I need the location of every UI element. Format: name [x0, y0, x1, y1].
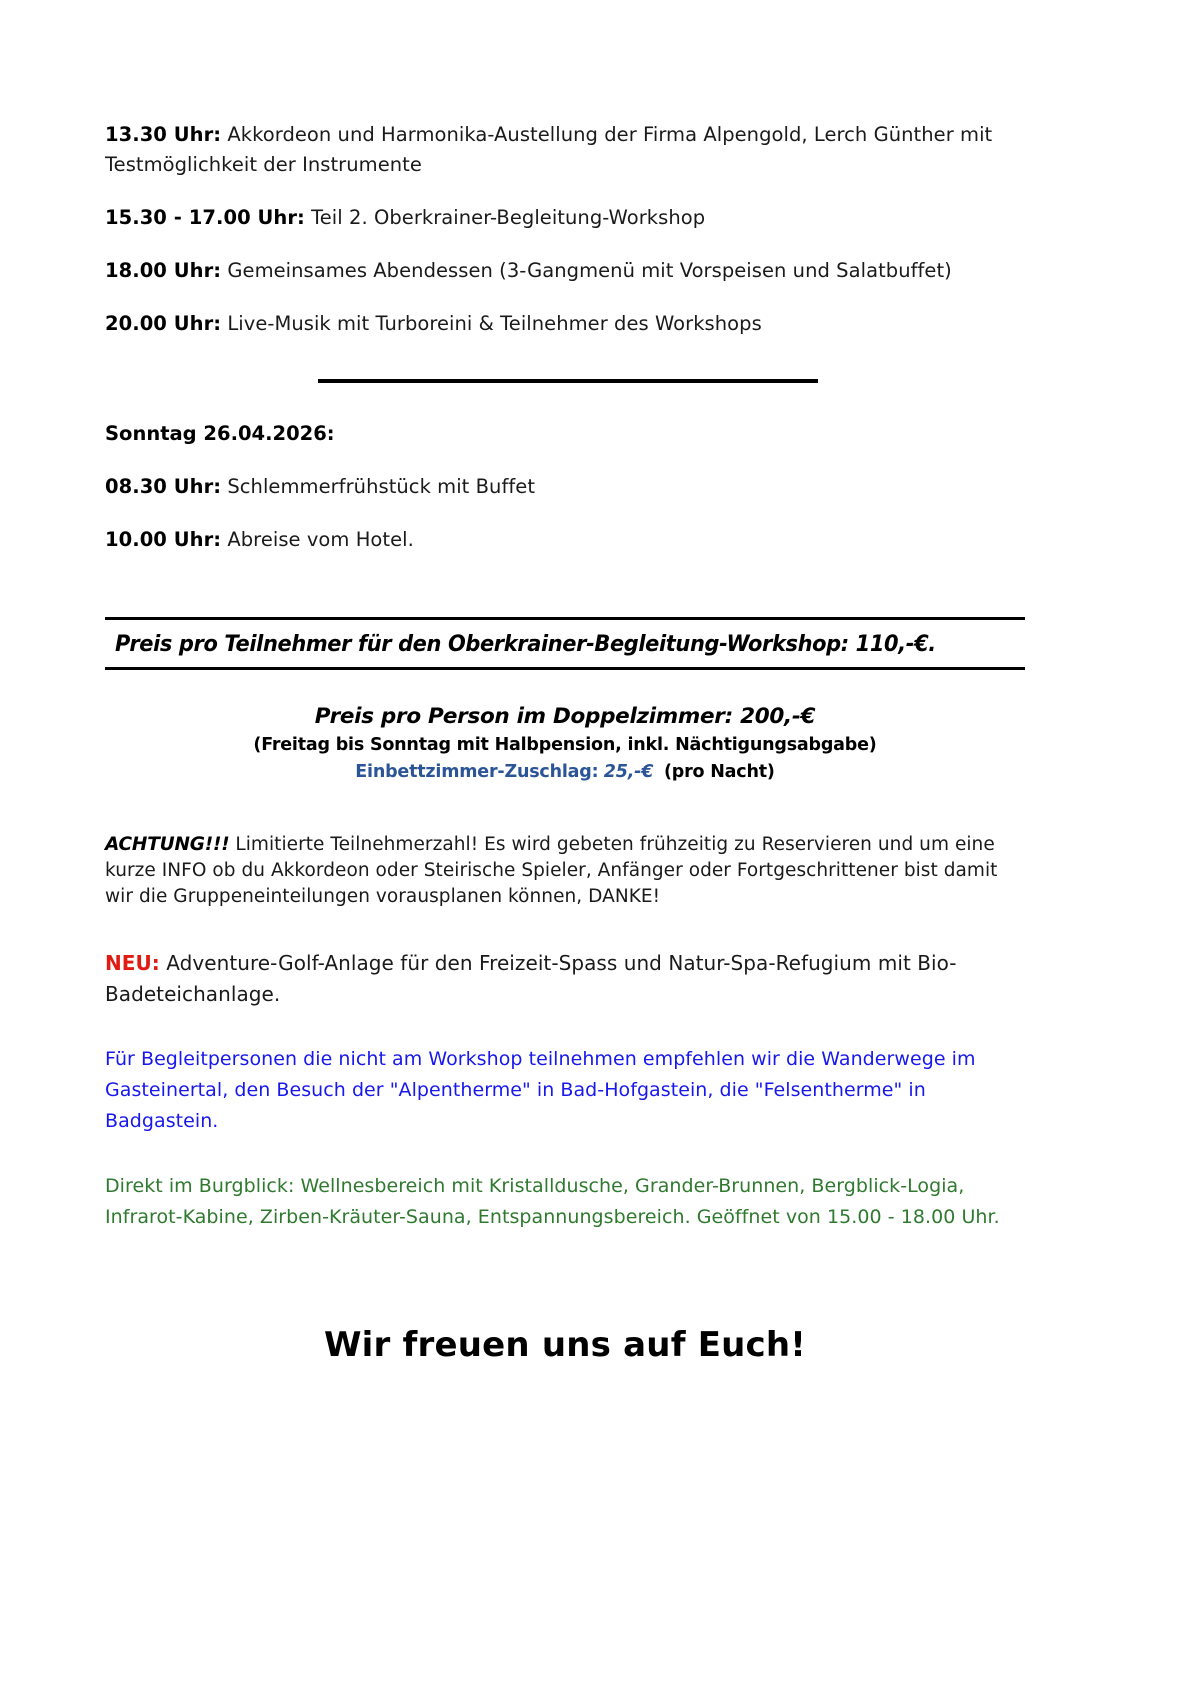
section-divider — [105, 362, 1025, 400]
schedule-entry-time: 10.00 Uhr: — [105, 528, 222, 551]
schedule-sunday — [105, 472, 1025, 555]
schedule-entry — [105, 120, 1025, 180]
wellness-paragraph: Direkt im Burgblick: Wellnesbereich mit Kristalldusche, Grander-Brunnen, Bergblick-Logia, Infrarot-Kabine, Zirben-Kräuter-Sauna, Entspannungsbereich. Geöffnet von 15.00 - 18.00 Uhr. — [105, 1175, 1000, 1228]
single-room-label: Einbettzimmer-Zuschlag: — [355, 762, 599, 782]
schedule-entry-time: 18.00 Uhr: — [105, 258, 222, 282]
divider-line — [318, 379, 818, 383]
schedule-entry-desc: Schlemmerfrühstück mit Buffet — [221, 475, 536, 498]
workshop-price-box — [105, 617, 1025, 670]
single-room-suffix: (pro Nacht) — [663, 762, 775, 782]
single-room-surcharge — [105, 759, 1025, 786]
schedule-entry-time: 20.00 Uhr: — [105, 311, 222, 335]
schedule-entry-time: 15.30 - 17.00 Uhr: — [105, 205, 305, 229]
schedule-entry — [105, 256, 1025, 286]
schedule-entry-desc: Teil 2. Oberkrainer-Begleitung-Workshop — [304, 205, 706, 229]
price-details — [105, 702, 1025, 786]
schedule-entry-desc: Abreise vom Hotel. — [221, 528, 414, 551]
schedule-entry-desc: Live-Musik mit Turboreini & Teilnehmer des Workshops — [221, 311, 762, 335]
schedule-entry — [105, 203, 1025, 233]
attention-lead: ACHTUNG!!! — [105, 834, 230, 855]
schedule-entry — [105, 525, 1025, 555]
document-page — [105, 0, 1025, 1365]
workshop-price-text: Preis pro Teilnehmer für den Oberkrainer-Begleitung-Workshop: 110,-€. — [115, 631, 936, 657]
closing-heading: Wir freuen uns auf Euch! — [323, 1325, 807, 1365]
new-label: NEU: — [105, 951, 160, 975]
day-heading-sunday: Sonntag 26.04.2026: — [105, 422, 335, 445]
companions-paragraph: Für Begleitpersonen die nicht am Workshop teilnehmen empfehlen wir die Wanderwege im Gasteinertal, den Besuch der "Alpentherme" in Bad-Hofgastein, die "Felsentherme" in Badgastein. — [105, 1048, 976, 1132]
schedule-entry — [105, 472, 1025, 502]
new-features-paragraph — [105, 948, 1025, 1010]
new-body: Adventure-Golf-Anlage für den Freizeit-Spass und Natur-Spa-Refugium mit Bio-Badeteichanlage. — [105, 951, 957, 1006]
schedule-saturday — [105, 0, 1025, 339]
attention-body: Limitierte Teilnehmerzahl! Es wird gebeten frühzeitig zu Reservieren und um eine kurze INFO ob du Akkordeon oder Steirische Spieler, Anfänger oder Fortgeschrittener bist damit wir die Gruppeneinteilungen vorausplanen können, DANKE! — [105, 834, 998, 907]
double-room-price: Preis pro Person im Doppelzimmer: 200,-€ — [314, 704, 816, 729]
price-inclusions-note: (Freitag bis Sonntag mit Halbpension, inkl. Nächtigungsabgabe) — [253, 735, 877, 755]
schedule-entry — [105, 309, 1025, 339]
attention-paragraph — [105, 832, 1025, 910]
schedule-entry-desc: Akkordeon und Harmonika-Austellung der Firma Alpengold, Lerch Günther mit Testmöglichkeit der Instrumente — [105, 122, 993, 176]
single-room-amount: 25,-€ — [603, 762, 654, 782]
schedule-entry-time: 08.30 Uhr: — [105, 475, 222, 498]
schedule-entry-time: 13.30 Uhr: — [105, 122, 222, 146]
schedule-entry-desc: Gemeinsames Abendessen (3-Gangmenü mit Vorspeisen und Salatbuffet) — [221, 258, 952, 282]
